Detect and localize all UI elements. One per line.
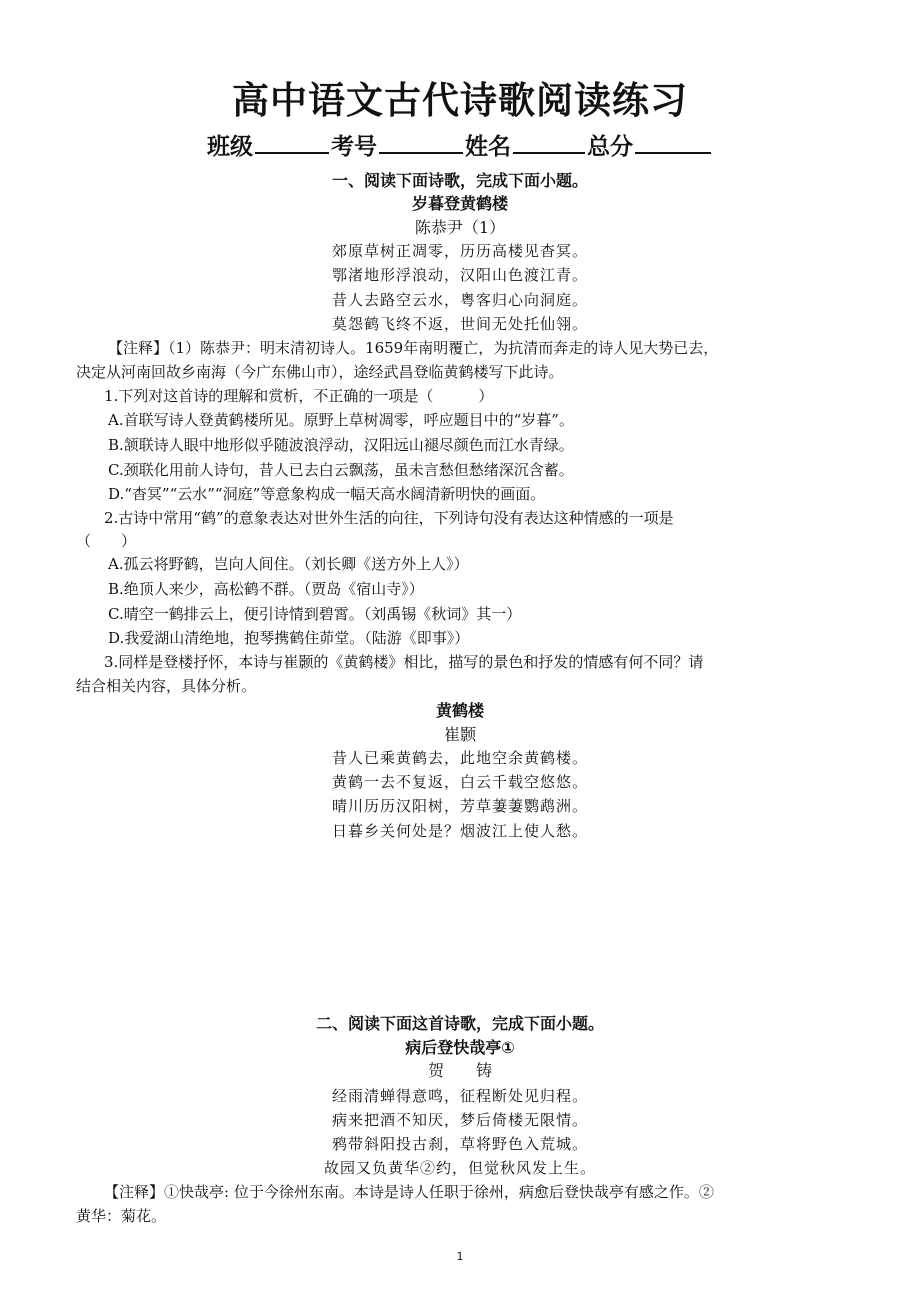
poem1-verse: 鄂渚地形浮浪动，汉阳山色渡江青。 [331,266,588,284]
poem3-verse: 病来把酒不知厌，梦后倚楼无限情。 [331,1111,588,1129]
q1-option-d: D.“杳冥”“云水”“洞庭”等意象构成一幅天高水阔清新明快的画面。 [108,485,546,503]
page-title: 高中语文古代诗歌阅读练习 [232,79,688,122]
poem1-verse: 莫怨鹤飞终不返，世间无处托仙翎。 [331,315,588,333]
poem2-verse: 黄鹤一去不复返，白云千载空悠悠。 [331,773,588,791]
question-3-cont: 结合相关内容，具体分析。 [76,677,257,695]
poem3-note: 【注释】①快哉亭: 位于今徐州东南。本诗是诗人任职于徐州，病愈后登快哉亭有感之作。② [104,1183,714,1201]
poem3-title: 病后登快哉亭① [405,1038,515,1057]
q2-option-d: D.我爱湖山清绝地，抱琴携鹤住茆堂。（陆游《即事》） [108,629,470,647]
section1-heading: 一、阅读下面诗歌，完成下面小题。 [331,171,588,190]
number-label: 考号 [331,134,377,160]
poem1-author: 陈恭尹（1） [414,218,506,237]
poem2-author: 崔颢 [443,725,476,744]
question-2: 2.古诗中常用“鹤”的意象表达对世外生活的向往，下列诗句没有表达这种情感的一项是 [104,509,674,527]
poem3-author: 贺 铸 [427,1061,492,1080]
poem2-verse: 昔人已乘黄鹤去，此地空余黄鹤楼。 [331,749,588,767]
poem3-note-cont: 黄华：菊花。 [76,1207,167,1225]
poem2-title: 黄鹤楼 [435,701,484,720]
class-label: 班级 [207,134,253,160]
class-blank[interactable] [255,134,329,154]
poem3-verse: 故园又负黄华②约，但觉秋风发上生。 [323,1159,596,1177]
q2-option-b: B.绝顶人来少，高松鹤不群。（贾岛《宿山寺》） [108,580,424,598]
poem1-verse: 昔人去路空云水，粤客归心向洞庭。 [331,291,588,309]
number-blank[interactable] [379,134,463,154]
page-number: 1 [456,1250,464,1263]
name-blank[interactable] [513,134,585,154]
score-blank[interactable] [635,134,711,154]
question-2-paren: （ ） [76,532,137,550]
section2-heading: 二、阅读下面这首诗歌，完成下面小题。 [315,1014,604,1033]
q1-option-a: A.首联写诗人登黄鹤楼所见。原野上草树凋零，呼应题目中的“岁暮”。 [108,411,574,429]
q1-option-c: C.颈联化用前人诗句，昔人已去白云飘荡，虽未言愁但愁绪深沉含蓄。 [108,461,574,479]
q1-option-b: B.颔联诗人眼中地形似乎随波浪浮动，汉阳远山褪尽颜色而江水青绿。 [108,436,574,454]
name-label: 姓名 [465,134,511,160]
question-1: 1.下列对这首诗的理解和赏析，不正确的一项是（ ） [104,387,494,405]
student-info-row [0,128,920,161]
poem3-verse: 鸦带斜阳投古刹，草将野色入荒城。 [331,1135,588,1153]
poem1-verse: 郊原草树正凋零，历历高楼见杳冥。 [331,242,588,260]
q2-option-a: A.孤云将野鹤，岂向人间住。（刘长卿《送方外上人》） [108,555,469,573]
poem1-title: 岁暮登黄鹤楼 [411,194,508,213]
poem3-verse: 经雨清蝉得意鸣，征程断处见归程。 [331,1087,588,1105]
question-3: 3.同样是登楼抒怀，本诗与崔颢的《黄鹤楼》相比，描写的景色和抒发的情感有何不同？请 [104,653,704,671]
poem2-verse: 晴川历历汉阳树，芳草萋萋鹦鹉洲。 [331,797,588,815]
poem2-verse: 日暮乡关何处是？烟波江上使人愁。 [331,822,588,840]
poem1-note: 【注释】（1）陈恭尹：明末清初诗人。1659年南明覆亡，为抗清而奔走的诗人见大势已去， [108,339,719,357]
q2-option-c: C.晴空一鹤排云上，便引诗情到碧霄。（刘禹锡《秋词》其一） [108,605,522,623]
poem1-note-cont: 决定从河南回故乡南海（今广东佛山市），途经武昌登临黄鹤楼写下此诗。 [76,363,564,381]
score-label: 总分 [587,134,633,160]
